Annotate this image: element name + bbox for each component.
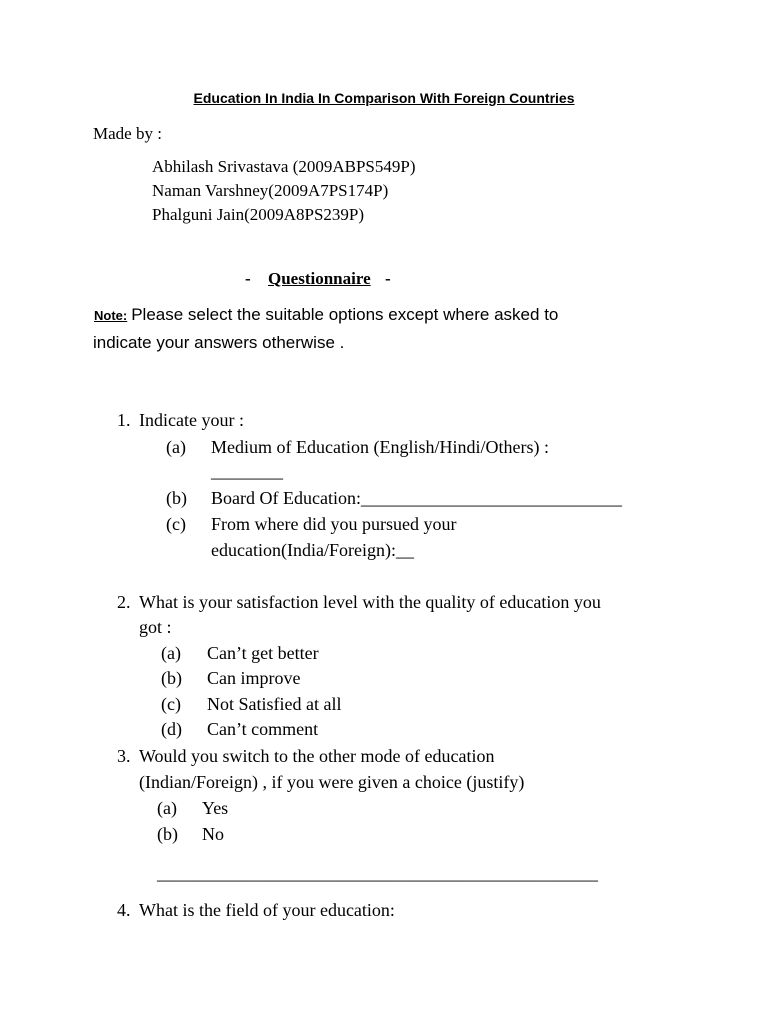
document-title: Education In India In Comparison With Foreign Countries — [193, 90, 575, 106]
question-4-number: 4. — [117, 900, 131, 920]
author-3: Phalguni Jain(2009A8PS239P) — [152, 205, 365, 224]
q3-option-b-text: No — [202, 824, 224, 844]
heading-dash-right: - — [385, 269, 391, 288]
q2-option-a-text: Can’t get better — [207, 643, 319, 663]
q3-option-a-label: (a) — [157, 798, 177, 818]
question-2-number: 2. — [117, 592, 131, 612]
q2-option-d-label: (d) — [161, 719, 182, 739]
q1-item-c-text-2: education(India/Foreign):__ — [211, 540, 414, 560]
question-1-number: 1. — [117, 410, 131, 430]
q1-item-c-label: (c) — [166, 514, 186, 534]
question-4-text: What is the field of your education: — [139, 900, 395, 920]
note-line-2: indicate your answers otherwise . — [93, 333, 345, 352]
section-heading: Questionnaire — [268, 269, 371, 288]
q3-option-a-text: Yes — [202, 798, 229, 818]
q1-item-a-label: (a) — [166, 437, 186, 457]
q3-option-b-label: (b) — [157, 824, 178, 844]
question-2-text-2: got : — [139, 617, 172, 637]
author-1: Abhilash Srivastava (2009ABPS549P) — [152, 157, 416, 176]
question-1-text: Indicate your : — [139, 410, 244, 430]
q2-option-d-text: Can’t comment — [207, 719, 319, 739]
q2-option-b-text: Can improve — [207, 668, 301, 688]
note-label: Note: — [94, 308, 128, 323]
q1-item-b-label: (b) — [166, 488, 187, 508]
question-3-number: 3. — [117, 746, 131, 766]
question-3-text-2: (Indian/Foreign) , if you were given a choice (justify) — [139, 772, 525, 792]
author-2: Naman Varshney(2009A7PS174P) — [152, 181, 389, 200]
q2-option-a-label: (a) — [161, 643, 181, 663]
question-2-text: What is your satisfaction level with the quality of education you — [139, 592, 601, 612]
heading-dash-left: - — [245, 269, 251, 288]
q2-option-c-label: (c) — [161, 694, 181, 714]
made-by-label: Made by : — [93, 124, 162, 143]
q1-item-a-text: Medium of Education (English/Hindi/Others) : — [211, 437, 549, 457]
q1-item-b-text: Board Of Education:_____________________________ — [211, 488, 622, 508]
q2-option-b-label: (b) — [161, 668, 182, 688]
q1-item-a-blank: ________ — [211, 461, 283, 481]
note-line-1 — [94, 305, 558, 325]
question-3-text: Would you switch to the other mode of education — [139, 746, 495, 766]
note-text-1: Please select the suitable options except where asked to — [131, 305, 559, 324]
q2-option-c-text: Not Satisfied at all — [207, 694, 342, 714]
q3-answer-line: _________________________________________________ — [157, 863, 598, 883]
q1-item-c-text: From where did you pursued your — [211, 514, 457, 534]
